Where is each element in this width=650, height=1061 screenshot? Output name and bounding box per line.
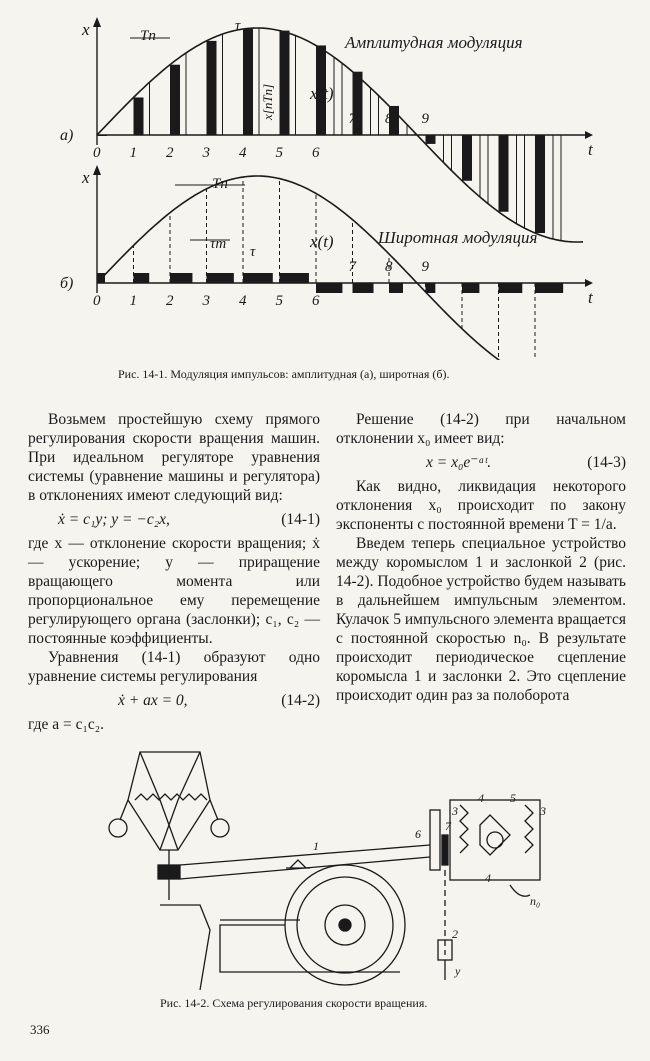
figure-1-caption: Рис. 14-1. Модуляция импульсов: амплитудная (а), широтная (б). <box>118 367 450 381</box>
pulse <box>243 29 253 135</box>
plot-title: Амплитудная модуляция <box>345 33 523 52</box>
label-4b: 4 <box>485 871 491 885</box>
tick-label: 6 <box>312 145 320 161</box>
pulse <box>462 135 472 181</box>
pulse <box>280 31 290 135</box>
pulse <box>97 273 105 283</box>
paragraph: Решение (14-2) при начальном отклонении x₀ имеет вид: <box>336 411 626 447</box>
pulse <box>207 41 217 135</box>
label-6: 6 <box>415 827 421 841</box>
x-axis-label: x <box>82 168 90 187</box>
pulse <box>134 97 144 135</box>
tick-label: 1 <box>129 293 137 309</box>
time-axis-arrow <box>585 131 593 139</box>
figure-14-1 <box>0 0 650 360</box>
tick-label: 0 <box>93 145 101 161</box>
tick-label: 1 <box>129 145 137 161</box>
label-7: 7 <box>445 819 451 833</box>
tick-label: 3 <box>202 145 210 161</box>
label-y: y <box>455 964 461 978</box>
pulse <box>426 283 436 293</box>
tick-label: 7 <box>348 259 356 275</box>
subfigure-label: б) <box>60 275 74 292</box>
equation-body: x = x₀e⁻ᵃᵗ. <box>426 454 492 471</box>
pulse <box>353 283 374 293</box>
pulse <box>535 135 545 233</box>
equation-number: (14-2) <box>281 692 320 709</box>
label-Tn: Tn <box>212 176 228 192</box>
tick-label: 7 <box>348 111 356 127</box>
label-1: 1 <box>313 839 319 853</box>
pulse <box>207 273 234 283</box>
equation-body: ẋ + ax = 0, <box>118 692 188 709</box>
pulse <box>499 135 509 212</box>
t-axis-label: t <box>588 288 593 307</box>
label-tau-m: τm <box>210 236 227 252</box>
paragraph: Введем теперь специальное устройство между коромыслом 1 и заслонкой 2 (рис. 14-2). Подобное устройство будем называть в дальнейшем импульсным элементом. Кулачок 5 импульсного элемента вращается с постоянной скоростью n₀. В результате происходит периодическое сцепление коромысла 1 и заслонки 2. Это сцепление происходит один раз за полоборота <box>336 535 626 704</box>
left-column <box>28 410 320 734</box>
label-n0: n₀ <box>530 894 541 908</box>
equation-14-3 <box>336 453 626 472</box>
x-axis-arrow <box>93 17 101 27</box>
label-Tn: Tn <box>140 28 156 44</box>
tick-label: 6 <box>312 293 320 309</box>
paragraph: где a = c₁c₂. <box>28 716 105 733</box>
tick-label: 8 <box>385 111 393 127</box>
equation-number: (14-1) <box>281 511 320 528</box>
pulse <box>462 283 479 293</box>
tick-label: 0 <box>93 293 101 309</box>
damper <box>438 870 452 980</box>
label-tau: τ <box>250 244 256 260</box>
pulse <box>170 65 180 135</box>
pulse <box>426 135 436 144</box>
width-modulation-plot <box>60 165 594 360</box>
paragraph: Уравнения (14-1) образуют одно уравнение системы регулирования <box>28 649 320 685</box>
tick-label: 5 <box>275 293 283 309</box>
paragraph: где x — отклонение скорости вращения; ẋ — ускорение; y — приращение вращающего момента или пропорциональное ему перемещение регулирующего органа (заслонки); c₁, c₂ — постоянные коэффициенты. <box>28 535 320 647</box>
curve-label: x(t) <box>310 232 334 251</box>
pulse <box>97 135 107 136</box>
label-3b: 3 <box>540 804 546 818</box>
equation-body: ẋ = c₁y; y = −c₂x, <box>58 511 170 528</box>
subfigure-label: а) <box>60 127 74 144</box>
pulse <box>499 283 523 293</box>
tick-label: 9 <box>421 259 429 275</box>
time-axis-arrow <box>585 279 593 287</box>
pulse <box>170 273 192 283</box>
equation-number: (14-3) <box>587 454 626 471</box>
equation-14-1 <box>28 510 320 529</box>
t-axis-label: t <box>588 140 593 159</box>
centrifugal-governor <box>109 752 229 900</box>
page-number: 336 <box>30 1022 50 1037</box>
curve-label: x(t) <box>310 84 334 103</box>
paragraph: Как видно, ликвидация некоторого отклонения x₀ происходит по закону экспоненты с постоянной времени T = 1/a. <box>336 478 626 533</box>
turbine <box>160 865 405 990</box>
tick-label: 4 <box>239 145 247 161</box>
label-5: 5 <box>510 791 516 805</box>
pulse <box>280 273 309 283</box>
right-column <box>336 410 626 705</box>
lever <box>180 845 430 879</box>
pulse <box>535 283 563 293</box>
pulse <box>134 273 150 283</box>
label-3: 3 <box>452 804 458 818</box>
figure-2-caption: Рис. 14-2. Схема регулирования скорости вращения. <box>160 996 428 1010</box>
x-axis-arrow <box>93 165 101 175</box>
tick-label: 2 <box>166 145 174 161</box>
label-4: 4 <box>478 791 484 805</box>
tick-label: 9 <box>421 111 429 127</box>
tick-label: 2 <box>166 293 174 309</box>
paragraph: Возьмем простейшую схему прямого регулирования скорости вращения машин. При идеальном регуляторе уравнения системы (уравнение машины и регулятора) в отклонениях имеют следующий вид: <box>28 411 320 504</box>
pulse <box>389 283 403 293</box>
label-tau: τ <box>235 18 241 34</box>
amplitude-modulation-plot <box>60 17 594 242</box>
equation-14-2 <box>28 691 320 710</box>
pulse <box>316 283 342 293</box>
label-2: 2 <box>452 927 458 941</box>
label-xnTn: x[nTn] <box>260 83 275 120</box>
tick-label: 8 <box>385 259 393 275</box>
tick-label: 3 <box>202 293 210 309</box>
x-axis-label: x <box>82 20 90 39</box>
figure-14-2 <box>100 740 550 990</box>
plot-title: Широтная модуляция <box>378 228 538 247</box>
tick-label: 5 <box>275 145 283 161</box>
tick-label: 4 <box>239 293 247 309</box>
pulse <box>243 273 273 283</box>
